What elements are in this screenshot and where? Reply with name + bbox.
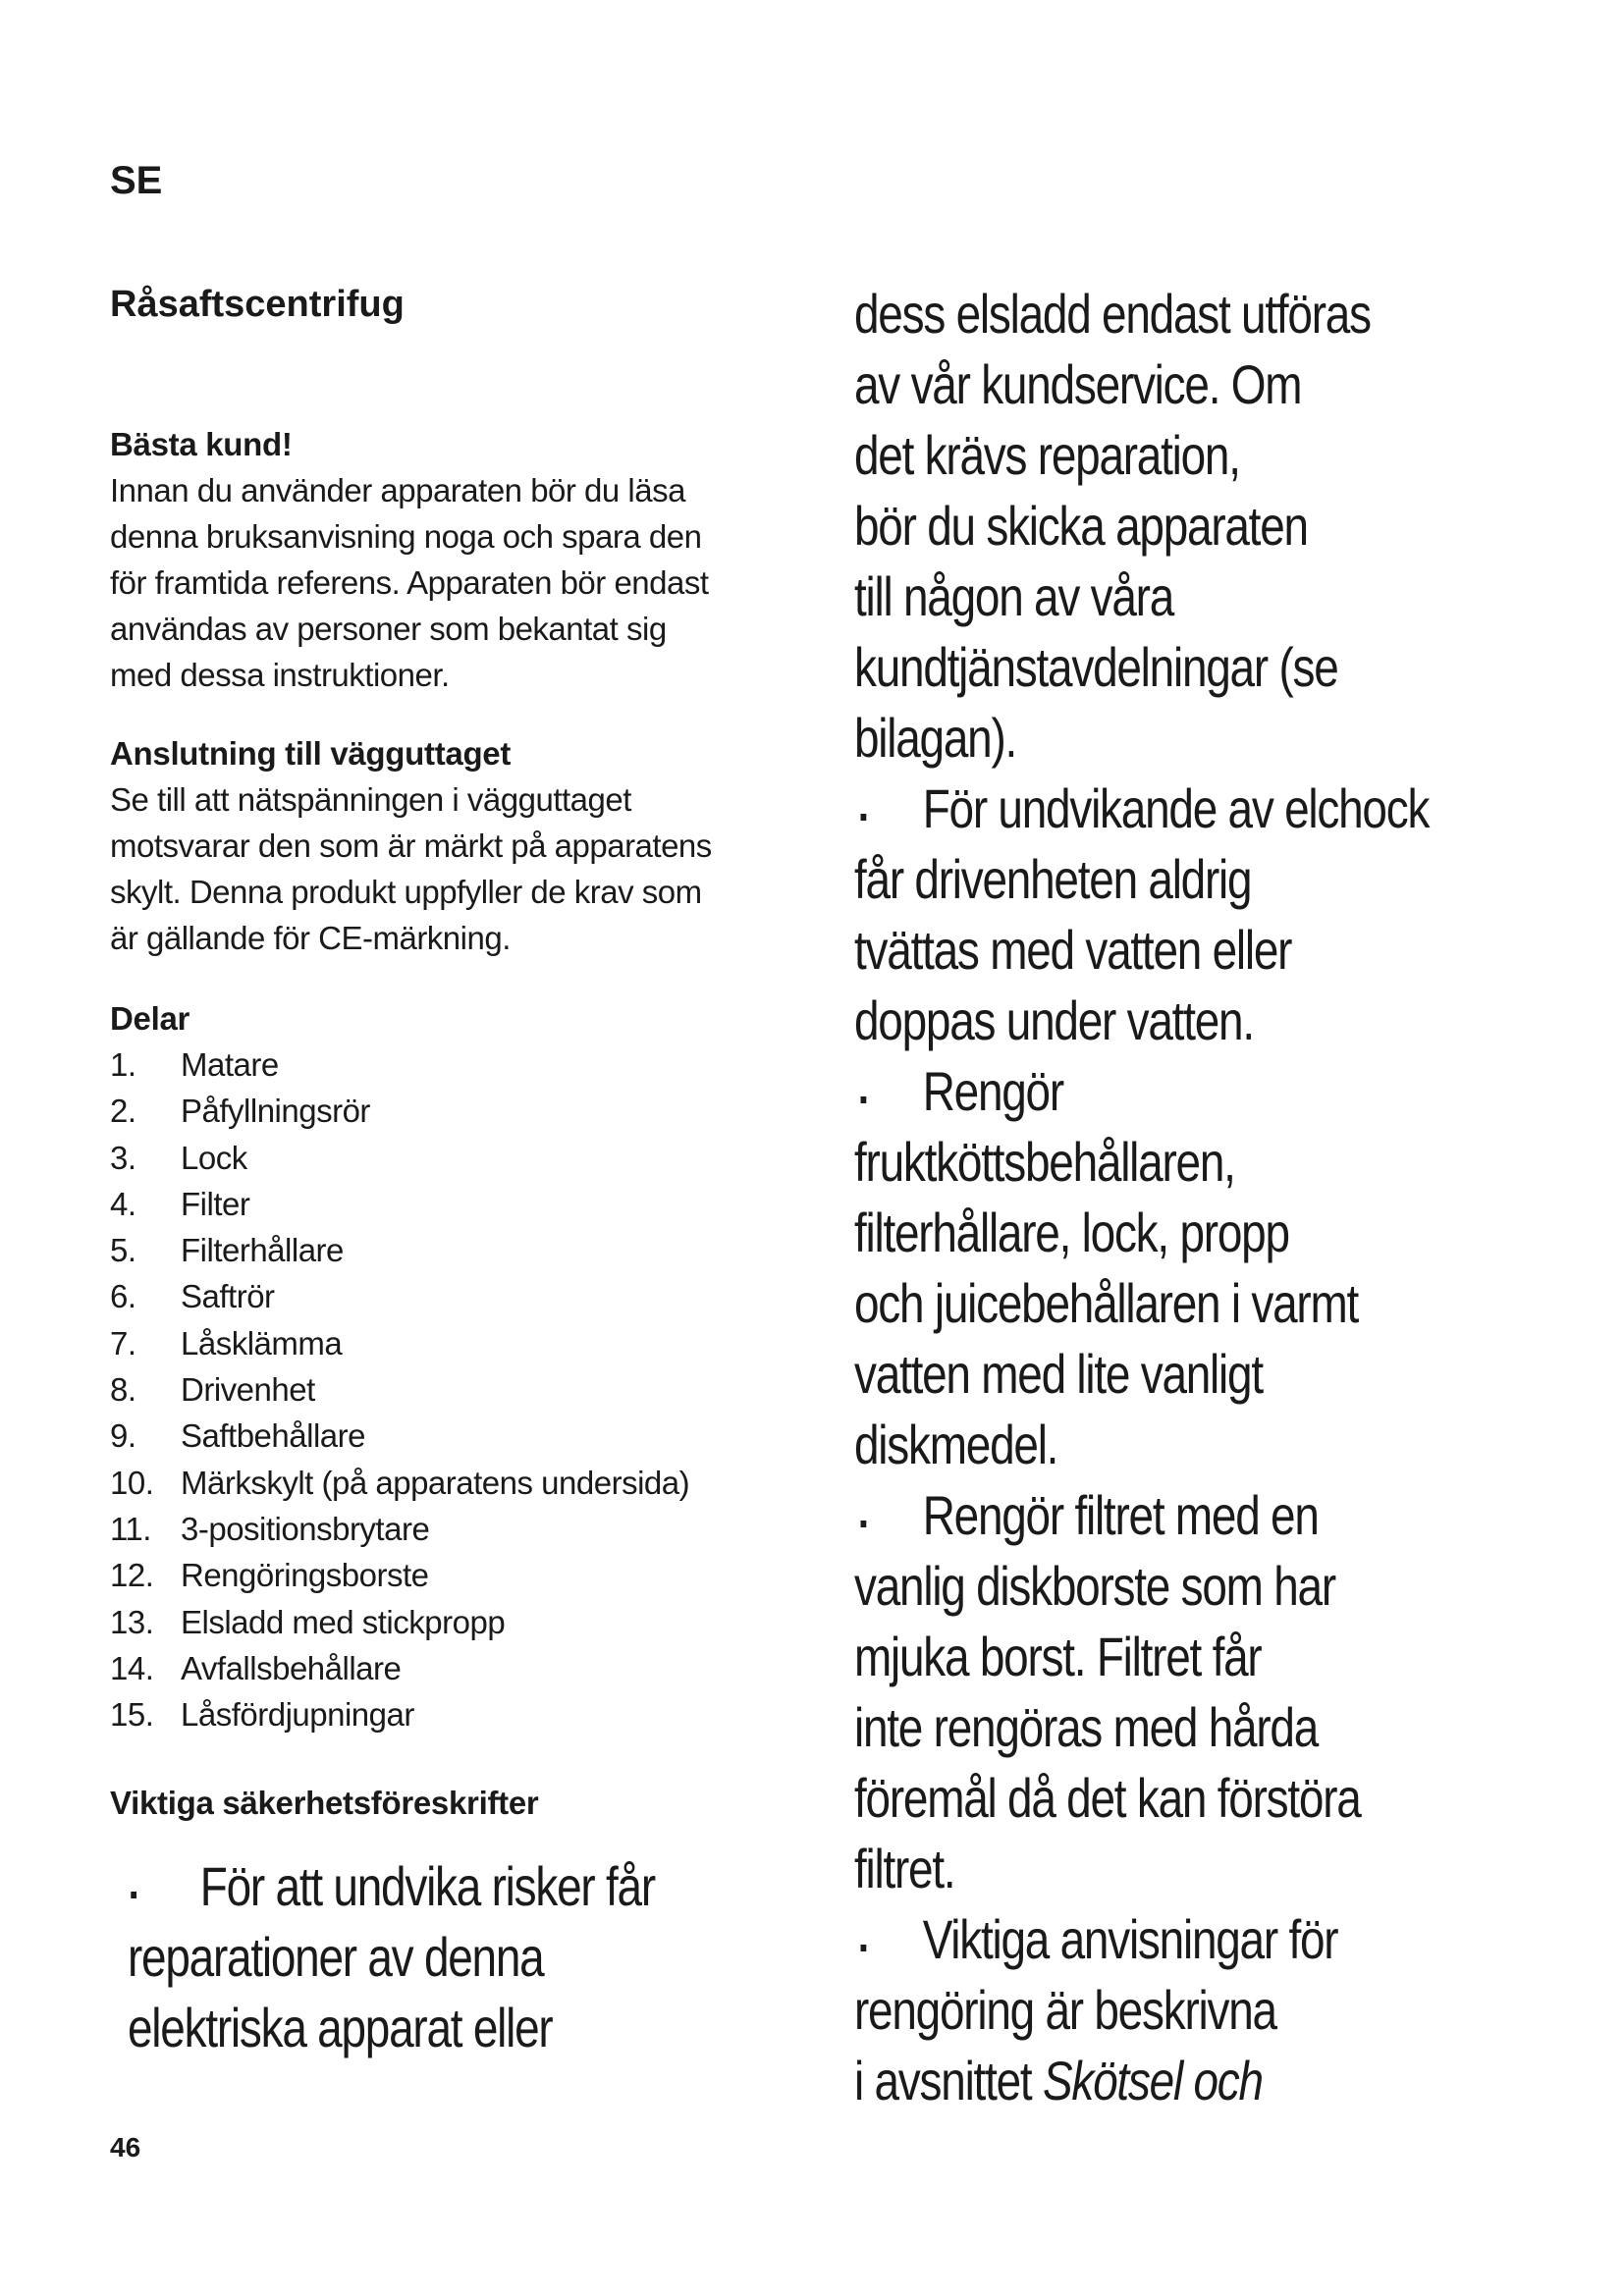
text-line: fruktköttsbehållaren, xyxy=(854,1131,1235,1193)
item-label: Låsklämma xyxy=(181,1324,343,1362)
item-label: Filter xyxy=(181,1185,250,1222)
text-line: och juicebehållaren i varmt xyxy=(854,1272,1359,1334)
text-line: med dessa instruktioner. xyxy=(110,657,450,693)
item-label: Matare xyxy=(181,1046,279,1083)
item-label: Avfallsbehållare xyxy=(181,1649,402,1686)
text-line: mjuka borst. Filtret får xyxy=(854,1626,1262,1687)
text-line: tvättas med vatten eller xyxy=(854,919,1292,981)
text-line: filterhållare, lock, propp xyxy=(854,1201,1289,1263)
text-line: filtret. xyxy=(854,1838,955,1899)
item-label: Påfyllningsrör xyxy=(181,1093,370,1130)
left-column xyxy=(110,422,797,1826)
safety-heading: Viktiga säkerhetsföreskrifter xyxy=(110,1785,539,1822)
item-number: 3. xyxy=(110,1139,136,1176)
list-item xyxy=(110,1041,797,1088)
list-item xyxy=(110,1135,797,1181)
item-label: Saftrör xyxy=(181,1278,275,1315)
text-line: För att undvika risker får xyxy=(199,1855,655,1917)
item-label: 3-positionsbrytare xyxy=(181,1510,430,1547)
text-line: rengöring är beskrivna xyxy=(854,1979,1276,2041)
text-line: vanlig diskborste som har xyxy=(854,1555,1335,1617)
item-number: 1. xyxy=(110,1046,136,1083)
text-line: För undvikande av elchock xyxy=(922,777,1430,839)
item-number: 14. xyxy=(110,1649,154,1686)
item-label: Drivenhet xyxy=(181,1371,315,1409)
text-line: det krävs reparation, xyxy=(854,424,1240,486)
intro-heading: Bästa kund! xyxy=(110,426,293,462)
list-item xyxy=(110,1691,797,1737)
list-item xyxy=(110,1413,797,1459)
item-number: 11. xyxy=(110,1510,151,1547)
text-line: bör du skicka apparaten xyxy=(854,495,1308,557)
text-line: får drivenheten aldrig xyxy=(854,848,1252,910)
intro-text xyxy=(110,467,797,698)
list-item xyxy=(110,1506,797,1552)
text-line: inte rengöras med hårda xyxy=(854,1696,1319,1758)
item-label: Rengöringsborste xyxy=(181,1557,429,1594)
list-item xyxy=(110,1273,797,1319)
item-number: 6. xyxy=(110,1278,136,1315)
text-line: till någon av våra xyxy=(854,565,1174,627)
item-number: 7. xyxy=(110,1324,136,1362)
text-line: för framtida referens. Apparaten bör endast xyxy=(110,564,709,601)
text-line: diskmedel. xyxy=(854,1414,1058,1475)
safety-bullet-5 xyxy=(854,1904,1531,1975)
text-line: Rengör filtret med en xyxy=(922,1484,1319,1546)
list-item xyxy=(110,1460,797,1506)
text-line: denna bruksanvisning noga och spara den xyxy=(110,518,702,555)
text-line: skylt. Denna produkt uppfyller de krav som xyxy=(110,874,702,910)
connection-heading: Anslutning till vägguttaget xyxy=(110,735,512,772)
item-number: 15. xyxy=(110,1696,154,1734)
text-line: Viktiga anvisningar för xyxy=(922,1908,1338,1970)
item-number: 5. xyxy=(110,1232,136,1269)
item-label: Filterhållare xyxy=(181,1232,344,1269)
text-line: Innan du använder apparaten bör du läsa xyxy=(110,472,685,508)
text-line: kundtjänstavdelningar (se xyxy=(854,636,1338,698)
item-label: Lock xyxy=(181,1139,247,1176)
text-fragment: i avsnittet xyxy=(854,2050,1043,2111)
page-number: 46 xyxy=(110,2132,141,2163)
safety-bullet-2 xyxy=(854,774,1531,844)
item-number: 9. xyxy=(110,1417,136,1455)
list-item xyxy=(110,1227,797,1273)
safety-bullet-1 xyxy=(128,1851,707,2063)
text-line: bilagan). xyxy=(854,707,1017,769)
list-item xyxy=(110,1645,797,1691)
list-item xyxy=(110,1181,797,1227)
right-column xyxy=(854,279,1531,2116)
list-item xyxy=(110,1320,797,1366)
text-line: vatten med lite vanligt xyxy=(854,1343,1263,1405)
item-number: 13. xyxy=(110,1603,154,1640)
item-number: 8. xyxy=(110,1371,136,1409)
text-line: användas av personer som bekantat sig xyxy=(110,611,667,647)
language-code: SE xyxy=(110,159,163,202)
text-line: reparationer av denna xyxy=(128,1926,544,1988)
list-item xyxy=(110,1552,797,1598)
text-line: Rengör xyxy=(922,1060,1063,1122)
text-line: är gällande för CE-märkning. xyxy=(110,920,511,956)
text-line: Se till att nätspänningen i vägguttaget xyxy=(110,781,631,818)
text-line: dess elsladd endast utföras xyxy=(854,283,1371,345)
section-reference: Skötsel och xyxy=(1042,2050,1263,2111)
list-item xyxy=(110,1366,797,1413)
list-item xyxy=(110,1088,797,1134)
parts-list xyxy=(110,1041,797,1737)
text-line: elektriska apparat eller xyxy=(128,1997,553,2058)
item-number: 12. xyxy=(110,1557,154,1594)
document-title: Råsaftscentrifug xyxy=(110,284,405,325)
item-number: 10. xyxy=(110,1464,154,1501)
safety-bullet-3 xyxy=(854,1056,1531,1127)
text-line: motsvarar den som är märkt på apparatens xyxy=(110,828,712,864)
item-number: 2. xyxy=(110,1093,136,1130)
item-number: 4. xyxy=(110,1185,136,1222)
item-label: Saftbehållare xyxy=(181,1417,365,1455)
safety-bullet-4 xyxy=(854,1480,1531,1551)
text-line xyxy=(854,2046,1531,2116)
item-label: Låsfördjupningar xyxy=(181,1696,414,1734)
text-line: föremål då det kan förstöra xyxy=(854,1767,1361,1829)
connection-text xyxy=(110,776,797,961)
list-item xyxy=(110,1599,797,1645)
item-label: Märkskylt (på apparatens undersida) xyxy=(181,1464,690,1501)
parts-heading: Delar xyxy=(110,1000,190,1037)
item-label: Elsladd med stickpropp xyxy=(181,1603,506,1640)
text-line: doppas under vatten. xyxy=(854,989,1254,1051)
text-line: av vår kundservice. Om xyxy=(854,353,1302,415)
